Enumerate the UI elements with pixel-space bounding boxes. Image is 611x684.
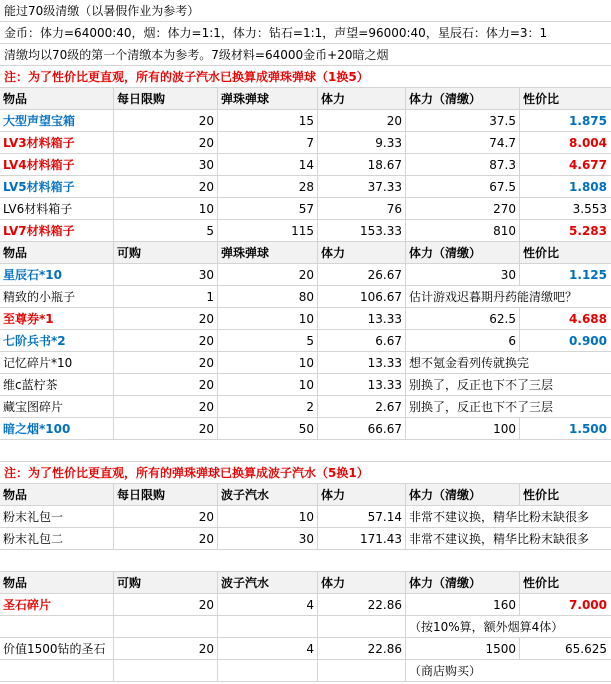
item-name: 藏宝图碎片 [0,396,114,417]
stamina-value: 13.33 [318,308,406,329]
item-name: 大型声望宝箱 [0,110,114,131]
item-name: 价值1500钻的圣石 [0,638,114,659]
remark: 估计游戏迟暮期丹药能清缴吧？ [409,290,578,304]
item-name: 至尊券*1 [0,308,114,329]
blank-row-2 [0,550,611,572]
marble-cost: 10 [218,374,318,395]
daily-limit: 10 [114,198,218,219]
value-ratio: 1.125 [569,267,607,282]
sweep-stamina: 87.3 [406,154,520,175]
sweep-stamina: 1500 [406,638,520,659]
item-name: 圣石碎片 [0,594,114,615]
stamina-value: 26.67 [318,264,406,285]
value-ratio: 8.004 [569,135,607,150]
table1-row [0,220,611,242]
remark: 别换了，反正也下不了三层 [409,400,554,414]
note-line-4: 注：为了性价比更直观，所有的波子汽水已换算成弹珠弹球（1换5） [0,66,611,88]
marble-cost: 57 [218,198,318,219]
empty-cell [114,660,218,681]
table3-header-limit: 每日限购 [114,484,218,505]
marble-cost: 15 [218,110,318,131]
daily-limit: 20 [114,506,218,527]
remark: 想不氪金看列传就换完 [409,356,530,370]
marble-cost: 50 [218,418,318,439]
marble-cost: 5 [218,330,318,351]
table4-subnote-row [0,616,611,638]
stamina-value: 37.33 [318,176,406,197]
daily-limit: 20 [114,528,218,549]
table2-header-value: 性价比 [523,246,560,260]
empty-cell [218,660,318,681]
purchasable: 20 [114,594,218,615]
note-line-3: 清缴均以70级的第一个清缴本为参考。7级材料=64000金币+20暗之烟 [0,44,611,66]
item-name: LV6材料箱子 [0,198,114,219]
table1-header-sweep: 体力（清缴） [406,88,520,109]
value-ratio: 0.900 [569,333,607,348]
note-line-1: 能过70级清缴（以暑假作业为参考） [0,0,611,22]
table1-row [0,198,611,220]
stamina-value: 2.67 [318,396,406,417]
table2-row [0,308,611,330]
value-ratio: 1.500 [569,421,607,436]
value-ratio: 4.688 [569,311,607,326]
marble-cost: 28 [218,176,318,197]
value-ratio: 7.000 [569,597,607,612]
table3-row [0,506,611,528]
stamina-value: 22.86 [318,638,406,659]
table2-row [0,418,611,440]
sweep-stamina: 270 [406,198,520,219]
purchasable: 20 [114,374,218,395]
stamina-value: 153.33 [318,220,406,241]
sweep-stamina: 160 [406,594,520,615]
stamina-value: 9.33 [318,132,406,153]
table3-header-sweep: 体力（清缴） [406,484,520,505]
stamina-value: 18.67 [318,154,406,175]
empty-cell [318,616,406,637]
table1-header-item: 物品 [0,88,114,109]
item-name: 暗之烟*100 [0,418,114,439]
sweep-stamina: 62.5 [406,308,520,329]
soda-cost: 30 [218,528,318,549]
note-line-2: 金币：体力=64000:40，烟：体力=1:1，体力：钻石=1:1，声望=96000:40，星辰石：体力=3：1 [0,22,611,44]
table1-header-row [0,88,611,110]
table2-row [0,374,611,396]
sweep-stamina: 67.5 [406,176,520,197]
table4-header-soda: 波子汽水 [218,572,318,593]
daily-limit: 20 [114,110,218,131]
purchasable: 20 [114,418,218,439]
value-ratio: 1.875 [569,113,607,128]
purchasable: 20 [114,352,218,373]
table1-header-stamina: 体力 [318,88,406,109]
marble-cost: 14 [218,154,318,175]
empty-cell [218,616,318,637]
table2-header-balls: 弹珠弹球 [218,242,318,263]
table2-header-limit: 可购 [114,242,218,263]
empty-cell [0,616,114,637]
stamina-value: 57.14 [318,506,406,527]
item-name: LV7材料箱子 [0,220,114,241]
stamina-value: 22.86 [318,594,406,615]
table3-header-row [0,484,611,506]
table1-row [0,132,611,154]
item-name: LV5材料箱子 [0,176,114,197]
daily-limit: 20 [114,176,218,197]
stamina-value: 171.43 [318,528,406,549]
table1-header-value: 性价比 [523,92,560,106]
sweep-stamina: 30 [406,264,520,285]
purchasable: 20 [114,396,218,417]
item-name: 精致的小瓶子 [0,286,114,307]
remark: 别换了，反正也下不了三层 [409,378,554,392]
sweep-stamina: 810 [406,220,520,241]
purchasable: 20 [114,638,218,659]
stamina-value: 6.67 [318,330,406,351]
table2-row [0,352,611,374]
empty-cell [0,660,114,681]
table1-row [0,154,611,176]
table4-row [0,594,611,616]
sweep-stamina: 6 [406,330,520,351]
sweep-stamina: 100 [406,418,520,439]
value-ratio: 3.553 [572,201,607,216]
remark: 非常不建议换，精华比粉末缺很多 [409,532,590,546]
item-name: 星辰石*10 [0,264,114,285]
purchasable: 30 [114,264,218,285]
purchasable: 20 [114,330,218,351]
item-name: 维c蓝柠茶 [0,374,114,395]
daily-limit: 20 [114,132,218,153]
item-name: 粉末礼包二 [0,528,114,549]
table2-header-row [0,242,611,264]
table2-header-stamina: 体力 [318,242,406,263]
stamina-value: 13.33 [318,374,406,395]
daily-limit: 5 [114,220,218,241]
table3-header-soda: 波子汽水 [218,484,318,505]
table2-row [0,330,611,352]
marble-cost: 2 [218,396,318,417]
note-line-5: 注：为了性价比更直观，所有的弹珠弹球已换算成波子汽水（5换1） [0,462,611,484]
remark: （商店购买） [409,664,482,678]
table4-row [0,638,611,660]
daily-limit: 30 [114,154,218,175]
sweep-stamina: 74.7 [406,132,520,153]
item-name: LV3材料箱子 [0,132,114,153]
table2-header-sweep: 体力（清缴） [406,242,520,263]
table3-row [0,528,611,550]
table4-header-sweep: 体力（清缴） [406,572,520,593]
table2-row [0,286,611,308]
table2-header-item: 物品 [0,242,114,263]
table4-header-value: 性价比 [523,576,560,590]
empty-cell [114,616,218,637]
table1-row [0,176,611,198]
stamina-value: 106.67 [318,286,406,307]
table2-row [0,264,611,286]
stamina-value: 66.67 [318,418,406,439]
item-name: 粉末礼包一 [0,506,114,527]
marble-cost: 7 [218,132,318,153]
soda-cost: 4 [218,594,318,615]
purchasable: 1 [114,286,218,307]
blank-row [0,440,611,462]
empty-cell [318,660,406,681]
table3-header-value: 性价比 [523,488,560,502]
soda-cost: 4 [218,638,318,659]
item-name: 七阶兵书*2 [0,330,114,351]
remark: （按10%算，额外烟算4体） [409,620,564,634]
table3-header-item: 物品 [0,484,114,505]
remark: 非常不建议换，精华比粉末缺很多 [409,510,590,524]
sweep-stamina: 37.5 [406,110,520,131]
table1-header-limit: 每日限购 [114,88,218,109]
value-ratio: 1.808 [569,179,607,194]
table4-header-item: 物品 [0,572,114,593]
table4-subnote-row [0,660,611,682]
purchasable: 20 [114,308,218,329]
table1-row [0,110,611,132]
table4-header-limit: 可购 [114,572,218,593]
stamina-value: 76 [318,198,406,219]
marble-cost: 20 [218,264,318,285]
stamina-value: 13.33 [318,352,406,373]
value-ratio: 4.677 [569,157,607,172]
stamina-value: 20 [318,110,406,131]
value-ratio: 65.625 [565,641,607,656]
item-name: 记忆碎片*10 [0,352,114,373]
value-ratio: 5.283 [569,223,607,238]
marble-cost: 80 [218,286,318,307]
marble-cost: 10 [218,308,318,329]
table1-header-balls: 弹珠弹球 [218,88,318,109]
table4-header-stamina: 体力 [318,572,406,593]
marble-cost: 115 [218,220,318,241]
table4-header-row [0,572,611,594]
table3-header-stamina: 体力 [318,484,406,505]
item-name: LV4材料箱子 [0,154,114,175]
table2-row [0,396,611,418]
marble-cost: 10 [218,352,318,373]
soda-cost: 10 [218,506,318,527]
